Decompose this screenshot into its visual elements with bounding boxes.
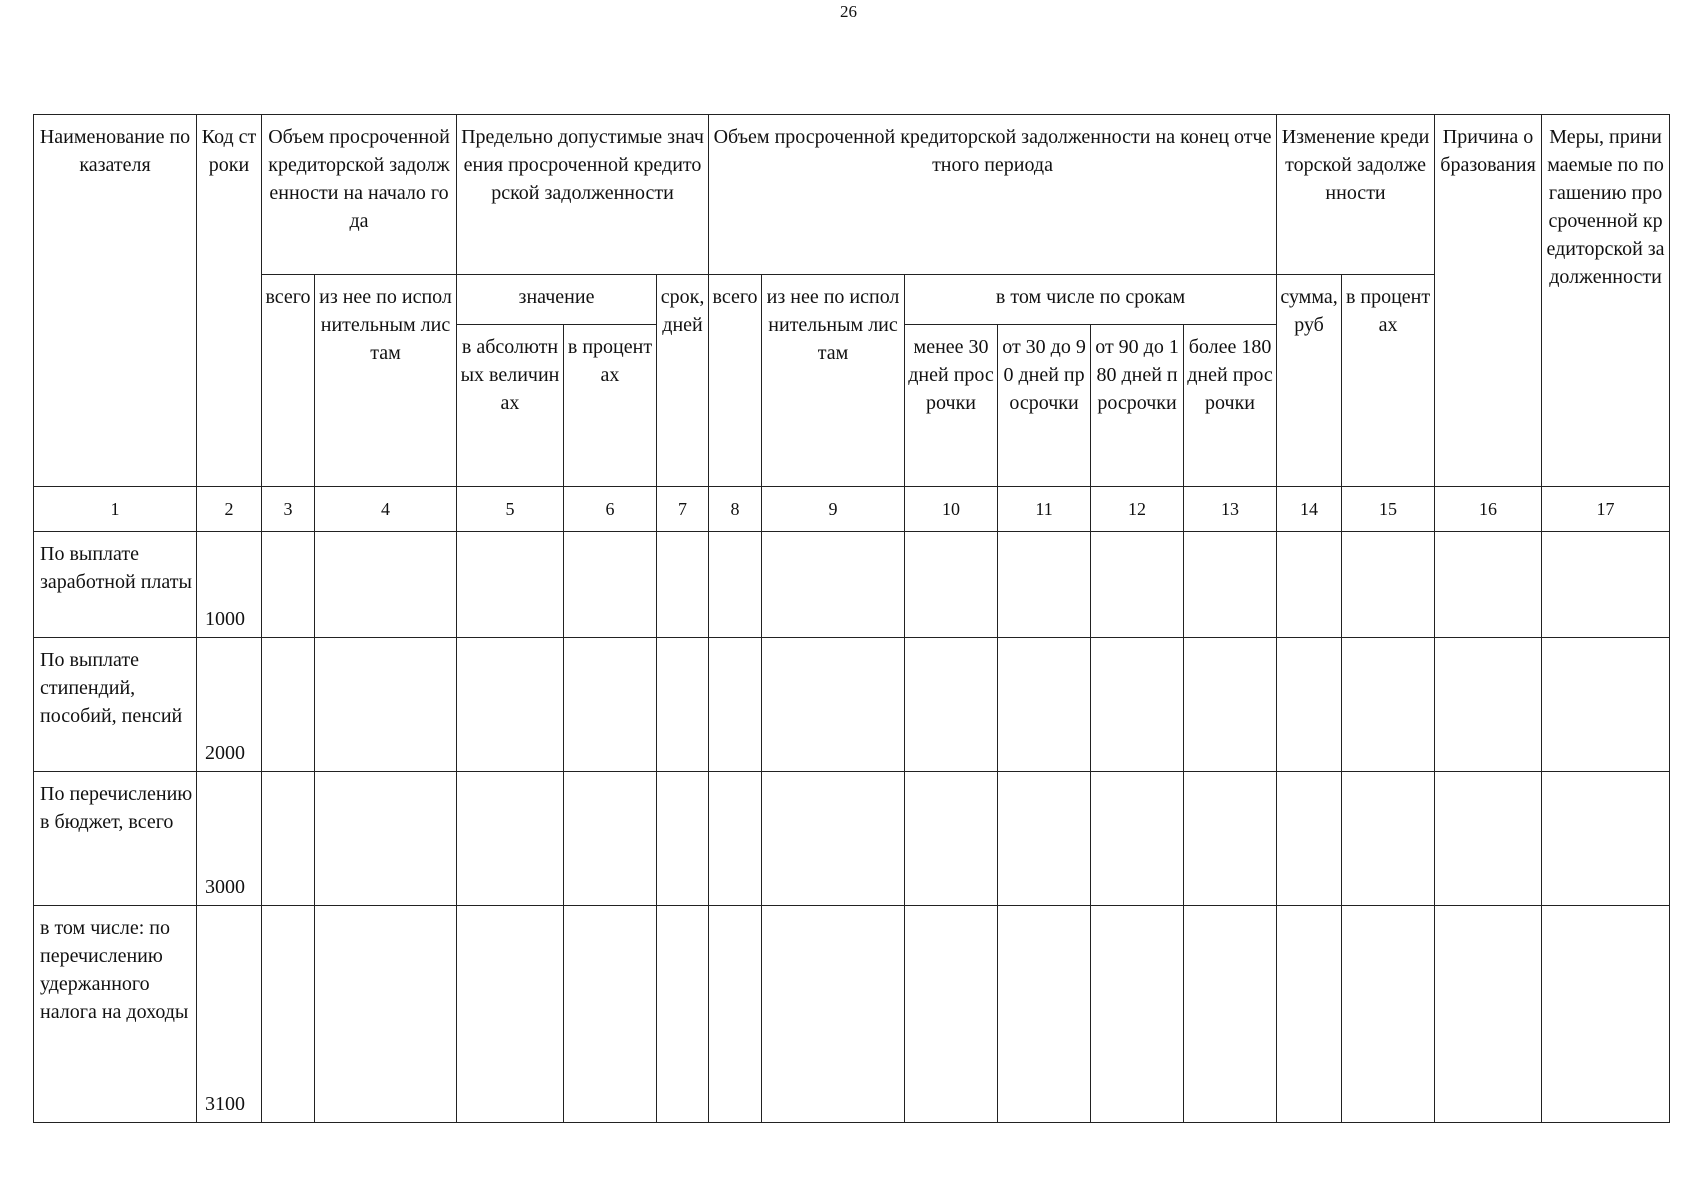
- column-number: 1: [34, 487, 197, 532]
- empty-cell[interactable]: [998, 772, 1091, 906]
- header-limits: Предельно допустимые значения просроченной кредиторской задолженности: [457, 115, 709, 275]
- empty-cell[interactable]: [262, 906, 315, 1123]
- header-limits-abs: в абсолютных величинах: [457, 325, 564, 487]
- header-volume-end: Объем просроченной кредиторской задолженности на конец отчетного периода: [709, 115, 1277, 275]
- empty-cell[interactable]: [762, 638, 905, 772]
- empty-cell[interactable]: [1091, 772, 1184, 906]
- empty-cell[interactable]: [709, 532, 762, 638]
- empty-cell[interactable]: [1342, 772, 1435, 906]
- column-number: 7: [657, 487, 709, 532]
- header-reason: Причина образования: [1435, 115, 1542, 487]
- column-number: 10: [905, 487, 998, 532]
- table-row: [34, 906, 1670, 1123]
- empty-cell[interactable]: [905, 772, 998, 906]
- empty-cell[interactable]: [657, 638, 709, 772]
- header-by-terms: в том числе по срокам: [905, 275, 1277, 325]
- row-name: По выплате заработной платы: [34, 532, 197, 638]
- column-number: 13: [1184, 487, 1277, 532]
- empty-cell[interactable]: [315, 532, 457, 638]
- empty-cell[interactable]: [315, 638, 457, 772]
- empty-cell[interactable]: [315, 906, 457, 1123]
- empty-cell[interactable]: [905, 532, 998, 638]
- empty-cell[interactable]: [1435, 638, 1542, 772]
- empty-cell[interactable]: [1542, 532, 1670, 638]
- row-name: По выплате стипендий, пособий, пенсий: [34, 638, 197, 772]
- empty-cell[interactable]: [762, 532, 905, 638]
- empty-cell[interactable]: [1184, 638, 1277, 772]
- header-term-lt30: менее 30 дней просрочки: [905, 325, 998, 487]
- empty-cell[interactable]: [1091, 906, 1184, 1123]
- table-row: [34, 772, 1670, 906]
- empty-cell[interactable]: [1184, 532, 1277, 638]
- empty-cell[interactable]: [457, 772, 564, 906]
- header-change: Изменение кредиторской задолженности: [1277, 115, 1435, 275]
- table-row: [34, 638, 1670, 772]
- empty-cell[interactable]: [315, 772, 457, 906]
- empty-cell[interactable]: [1091, 638, 1184, 772]
- empty-cell[interactable]: [564, 906, 657, 1123]
- column-number: 11: [998, 487, 1091, 532]
- empty-cell[interactable]: [262, 638, 315, 772]
- row-name: По перечислению в бюджет, всего: [34, 772, 197, 906]
- empty-cell[interactable]: [1184, 906, 1277, 1123]
- column-number: 8: [709, 487, 762, 532]
- header-name: Наименование показателя: [34, 115, 197, 487]
- header-measures: Меры, принимаемые по погашению просроченной кредиторской задолженности: [1542, 115, 1670, 487]
- empty-cell[interactable]: [1277, 638, 1342, 772]
- header-limits-term: срок, дней: [657, 275, 709, 487]
- empty-cell[interactable]: [709, 772, 762, 906]
- empty-cell[interactable]: [457, 638, 564, 772]
- header-volume-start-exec: из нее по исполнительным листам: [315, 275, 457, 487]
- empty-cell[interactable]: [1277, 906, 1342, 1123]
- column-number: 17: [1542, 487, 1670, 532]
- empty-cell[interactable]: [1184, 772, 1277, 906]
- empty-cell[interactable]: [657, 532, 709, 638]
- header-change-pct: в процентах: [1342, 275, 1435, 487]
- empty-cell[interactable]: [1277, 772, 1342, 906]
- column-number: 12: [1091, 487, 1184, 532]
- empty-cell[interactable]: [905, 906, 998, 1123]
- header-code: Код строки: [197, 115, 262, 487]
- column-number: 6: [564, 487, 657, 532]
- column-number: 4: [315, 487, 457, 532]
- empty-cell[interactable]: [1435, 532, 1542, 638]
- column-number: 16: [1435, 487, 1542, 532]
- header-limits-value: значение: [457, 275, 657, 325]
- header-term-30-90: от 30 до 90 дней просрочки: [998, 325, 1091, 487]
- column-number: 14: [1277, 487, 1342, 532]
- empty-cell[interactable]: [1435, 772, 1542, 906]
- empty-cell[interactable]: [998, 532, 1091, 638]
- empty-cell[interactable]: [762, 906, 905, 1123]
- empty-cell[interactable]: [1091, 532, 1184, 638]
- empty-cell[interactable]: [657, 906, 709, 1123]
- empty-cell[interactable]: [1342, 532, 1435, 638]
- row-code: 2000: [197, 638, 262, 772]
- empty-cell[interactable]: [1435, 906, 1542, 1123]
- empty-cell[interactable]: [1542, 772, 1670, 906]
- header-volume-start: Объем просроченной кредиторской задолженности на начало года: [262, 115, 457, 275]
- header-volume-end-exec: из нее по исполнительным листам: [762, 275, 905, 487]
- column-number: 5: [457, 487, 564, 532]
- header-change-sum: сумма, руб: [1277, 275, 1342, 487]
- column-number: 15: [1342, 487, 1435, 532]
- empty-cell[interactable]: [998, 638, 1091, 772]
- header-row-2: [34, 275, 1670, 325]
- empty-cell[interactable]: [564, 532, 657, 638]
- page-number: 26: [840, 2, 857, 21]
- empty-cell[interactable]: [905, 638, 998, 772]
- row-code: 1000: [197, 532, 262, 638]
- empty-cell[interactable]: [709, 638, 762, 772]
- empty-cell[interactable]: [457, 532, 564, 638]
- column-number: 3: [262, 487, 315, 532]
- column-number: 9: [762, 487, 905, 532]
- empty-cell[interactable]: [998, 906, 1091, 1123]
- empty-cell[interactable]: [564, 772, 657, 906]
- empty-cell[interactable]: [1277, 532, 1342, 638]
- table-row: [34, 532, 1670, 638]
- empty-cell[interactable]: [262, 772, 315, 906]
- empty-cell[interactable]: [1342, 638, 1435, 772]
- empty-cell[interactable]: [262, 532, 315, 638]
- header-limits-pct: в процентах: [564, 325, 657, 487]
- empty-cell[interactable]: [564, 638, 657, 772]
- header-volume-start-total: всего: [262, 275, 315, 487]
- empty-cell[interactable]: [1342, 906, 1435, 1123]
- report-table: [33, 114, 1670, 1123]
- header-row-1: [34, 115, 1670, 275]
- column-number-row: [34, 487, 1670, 532]
- empty-cell[interactable]: [657, 772, 709, 906]
- empty-cell[interactable]: [709, 906, 762, 1123]
- header-term-gt180: более 180 дней просрочки: [1184, 325, 1277, 487]
- row-code: 3000: [197, 772, 262, 906]
- empty-cell[interactable]: [1542, 638, 1670, 772]
- empty-cell[interactable]: [1542, 906, 1670, 1123]
- empty-cell[interactable]: [457, 906, 564, 1123]
- row-name: в том числе: по перечислению удержанного налога на доходы: [34, 906, 197, 1123]
- header-term-90-180: от 90 до 180 дней просрочки: [1091, 325, 1184, 487]
- empty-cell[interactable]: [762, 772, 905, 906]
- header-volume-end-total: всего: [709, 275, 762, 487]
- column-number: 2: [197, 487, 262, 532]
- row-code: 3100: [197, 906, 262, 1123]
